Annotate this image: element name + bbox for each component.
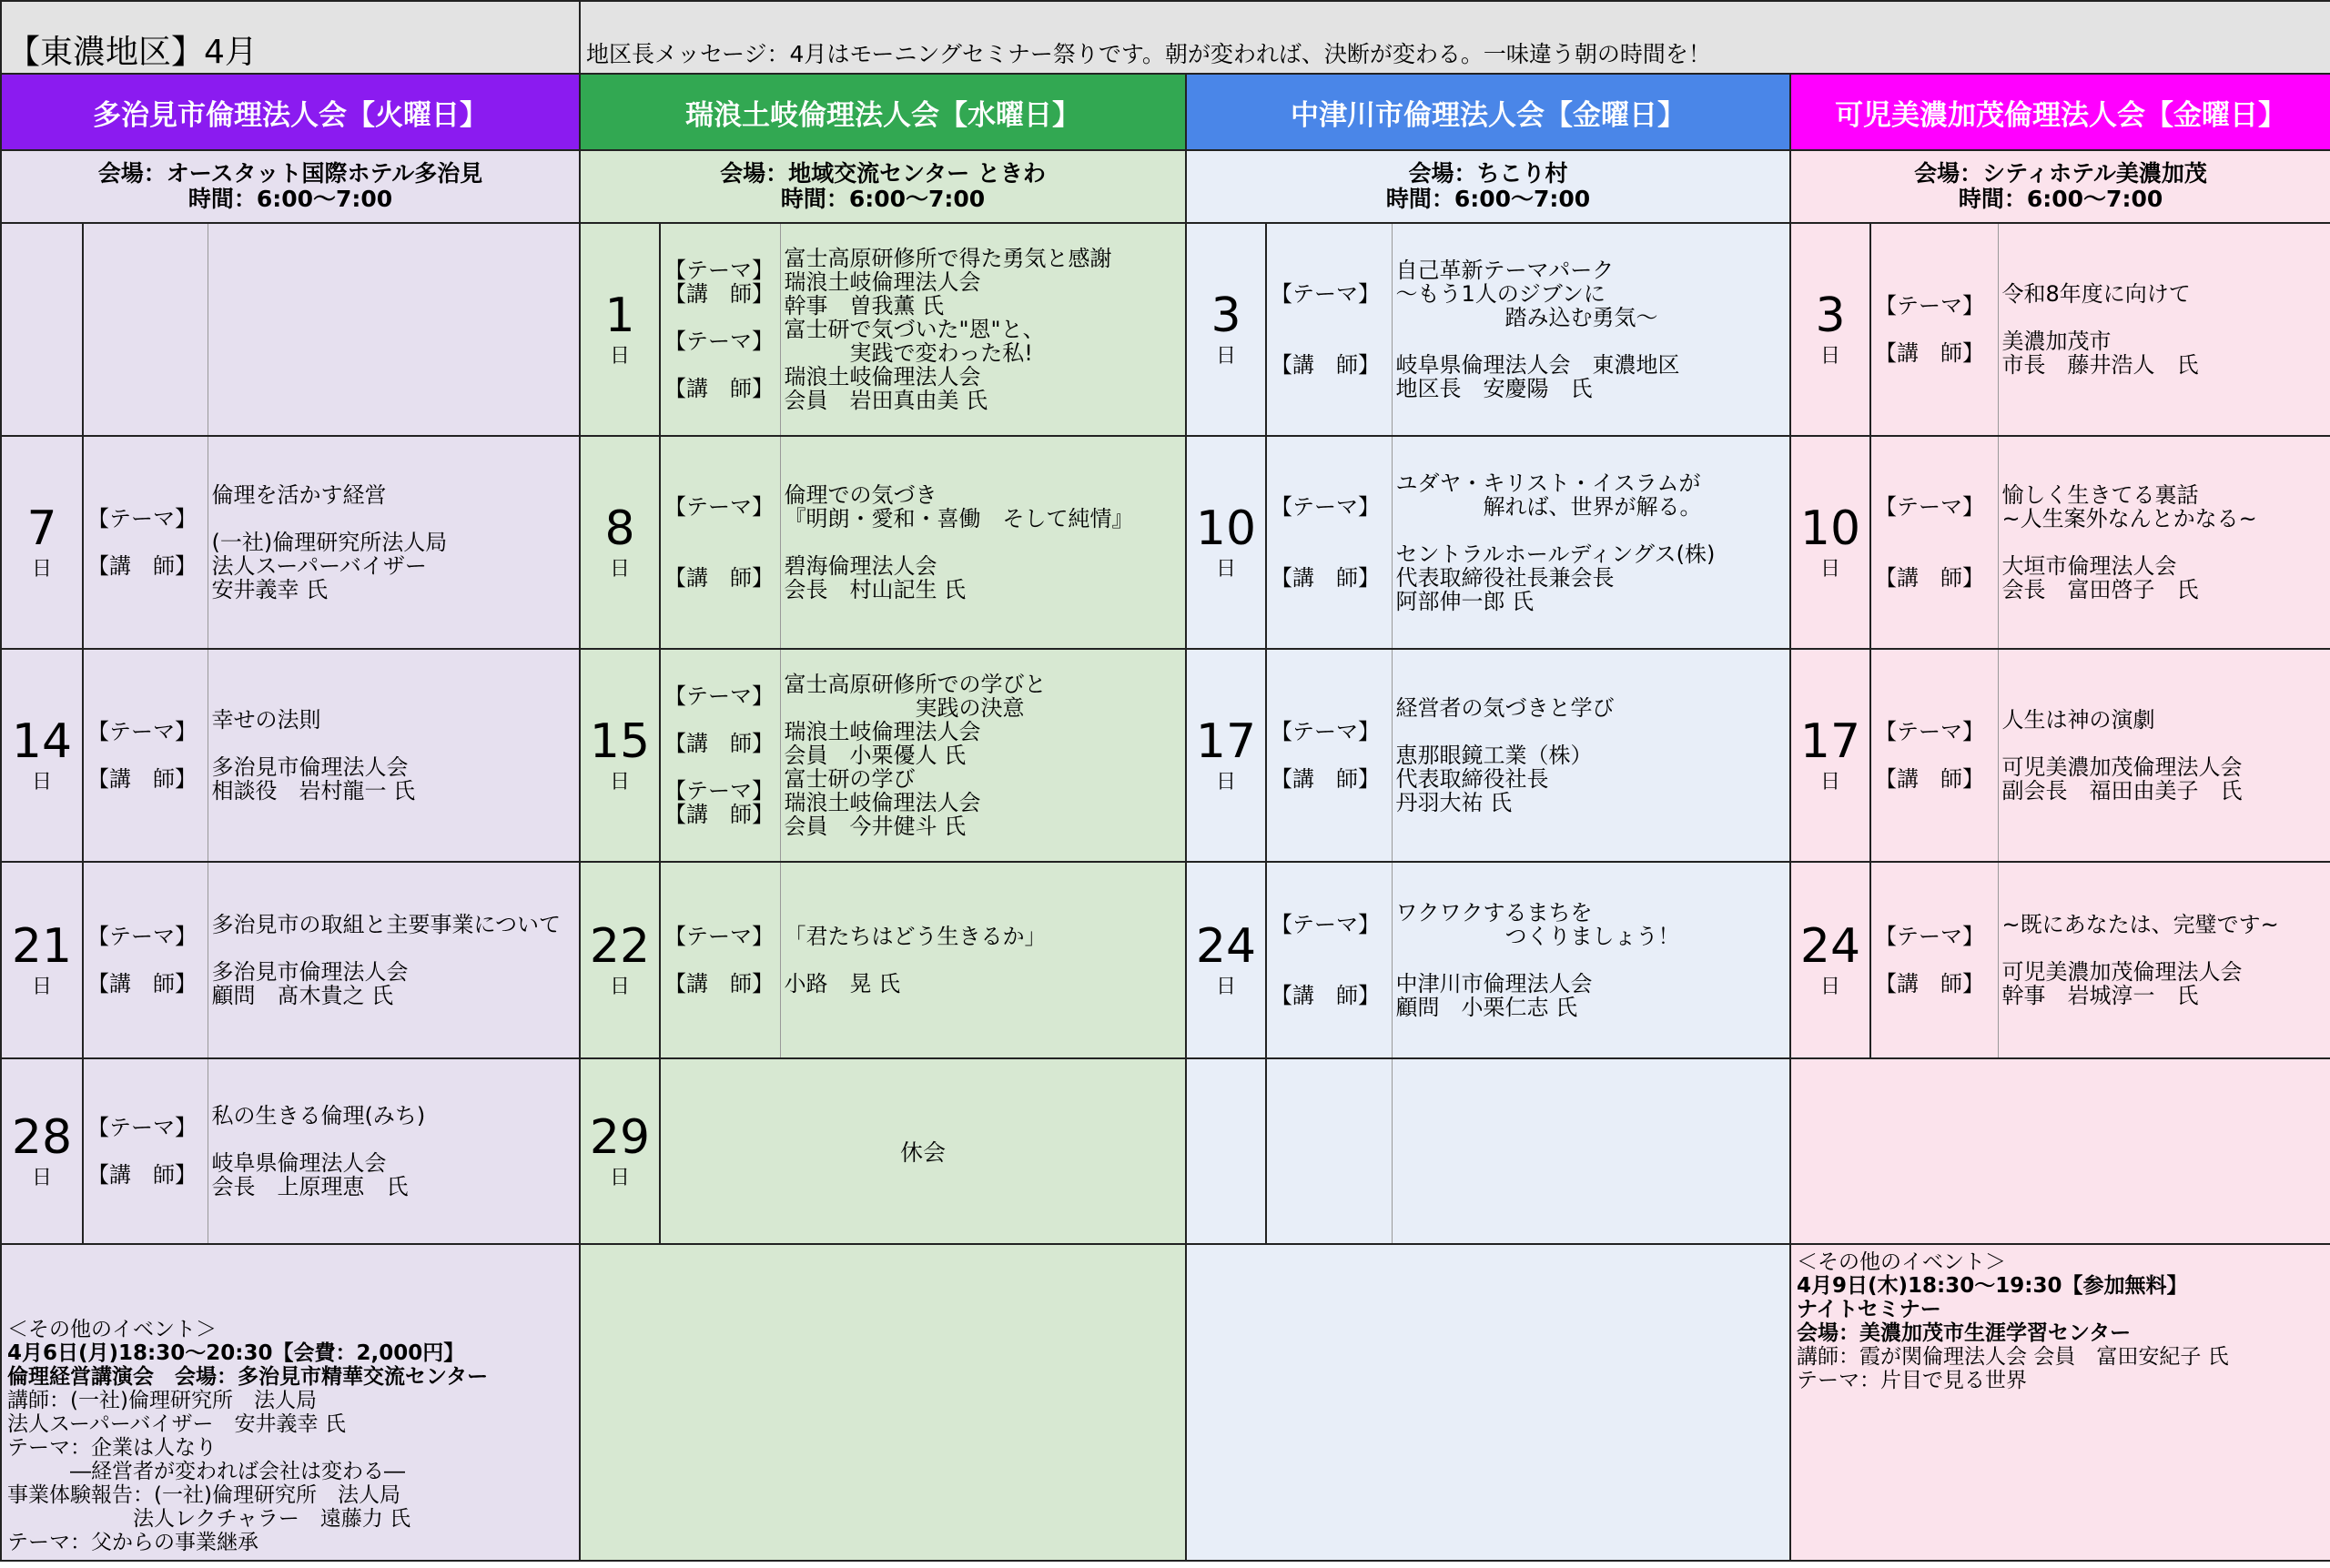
- content-line: 副会長 福田由美子 氏: [2001, 778, 2243, 804]
- field-label: 【テーマ】: [664, 924, 775, 949]
- content-line: 瑞浪土岐倫理法人会: [784, 364, 981, 389]
- content-line: 顧問 小栗仁志 氏: [1395, 995, 1578, 1020]
- label-column: [660, 649, 780, 862]
- venue-info: [1186, 150, 1790, 223]
- content-line: 人生は神の演劇: [2001, 707, 2155, 733]
- event-line: 講師：霞が関倫理法人会 会員 富田安紀子 氏: [1797, 1345, 2229, 1369]
- field-label: [1271, 306, 1388, 329]
- session-content: [208, 223, 580, 436]
- other-events: [1790, 1244, 2330, 1561]
- field-label: 【講 師】: [1875, 565, 1985, 591]
- field-label: 【講 師】: [664, 731, 775, 756]
- event-line: 4月9日(木)18:30〜19:30【参加無料】: [1797, 1274, 2188, 1298]
- day-cell: [1, 649, 83, 862]
- session-content: [780, 649, 1186, 862]
- content-line: [1396, 948, 1787, 972]
- other-events: [1, 1244, 580, 1561]
- session-content: [208, 436, 580, 649]
- venue-info: [1, 150, 580, 223]
- day-cell: [580, 223, 660, 436]
- district-message: 地区長メッセージ：4月はモーニングセミナー祭りです。朝が変われば、決断が変わる。一味違う朝の時間を！: [580, 1, 2330, 74]
- field-label: [1875, 318, 1994, 341]
- field-label: [1875, 542, 1994, 566]
- day-cell: [1186, 436, 1266, 649]
- event-line: 事業体験報告：(一社)倫理研究所 法人局: [7, 1483, 400, 1507]
- field-label: 【講 師】: [1271, 983, 1381, 1008]
- field-label: 【テーマ】: [1271, 719, 1381, 744]
- day-number: 3: [1815, 288, 1846, 343]
- event-line: 会場：美濃加茂市生涯学習センター: [1797, 1321, 2132, 1345]
- content-line: つくりましょう！: [1395, 924, 1680, 949]
- session-content: [780, 436, 1186, 649]
- event-line: 4月6日(月)18:30〜20:30【会費：2,000円】: [7, 1341, 465, 1365]
- content-line: [2002, 531, 2327, 554]
- label-column: [1266, 1058, 1392, 1244]
- field-label: 【テーマ】: [87, 719, 197, 744]
- meeting-time: 時間：6:00〜7:00: [1958, 186, 2163, 212]
- content-line: 小路 晃 氏: [784, 971, 901, 996]
- content-line: 踏み込む勇気〜: [1395, 305, 1658, 330]
- content-line: 幸せの法則: [211, 707, 321, 733]
- content-line: 可児美濃加茂倫理法人会: [2001, 754, 2243, 780]
- session-content: [1392, 649, 1790, 862]
- rest-label: 休会: [660, 1058, 1186, 1244]
- content-line: [212, 732, 576, 755]
- day-unit: 日: [1216, 770, 1237, 794]
- label-column: [1870, 862, 1998, 1058]
- field-label: 【テーマ】: [1875, 719, 1985, 744]
- day-unit: 日: [31, 557, 52, 581]
- field-label: 【テーマ】: [87, 1115, 197, 1140]
- field-label: 【テーマ】: [1875, 494, 1985, 520]
- content-line: 会員 岩田真由美 氏: [784, 388, 988, 413]
- label-column: [83, 649, 208, 862]
- content-line: 会長 富田啓子 氏: [2001, 577, 2199, 602]
- field-label: [664, 708, 776, 732]
- field-label: [1271, 329, 1388, 353]
- venue-info: [1790, 150, 2330, 223]
- field-label: [664, 542, 776, 566]
- day-number: 21: [11, 918, 73, 974]
- content-line: 幹事 岩城淳一 氏: [2001, 983, 2199, 1008]
- field-label: 【テーマ】: [1271, 281, 1381, 307]
- event-line: テーマ：片目で見る世界: [1797, 1369, 2028, 1392]
- content-line: 会員 小栗優人 氏: [784, 743, 967, 768]
- content-line: 中津川市倫理法人会: [1395, 971, 1593, 996]
- content-line: 会長 村山記生 氏: [784, 577, 967, 602]
- day-cell: [1, 862, 83, 1058]
- day-number: 8: [604, 501, 635, 556]
- content-line: [2002, 936, 2327, 960]
- content-line: 多治見市倫理法人会: [211, 959, 409, 985]
- session-content: [208, 862, 580, 1058]
- content-line: セントラルホールディングス(株): [1395, 541, 1716, 567]
- content-line: 瑞浪土岐倫理法人会: [784, 719, 981, 744]
- event-line: テーマ：企業は人なり: [7, 1436, 217, 1460]
- content-line: 経営者の気づきと学び: [1395, 695, 1615, 721]
- label-column: [1266, 862, 1392, 1058]
- day-number: 15: [589, 713, 651, 769]
- session-content: [208, 649, 580, 862]
- field-label: [1271, 936, 1388, 960]
- content-line: (一社)倫理研究所法人局: [211, 530, 448, 555]
- content-line: 多治見市倫理法人会: [211, 754, 409, 780]
- event-line: 講師：(一社)倫理研究所 法人局: [7, 1389, 317, 1412]
- day-unit: 日: [31, 770, 52, 794]
- day-unit: 日: [610, 557, 631, 581]
- day-cell: [1, 1058, 83, 1244]
- event-line: 法人レクチャラー 遠藤力 氏: [7, 1507, 411, 1531]
- day-cell: [1790, 436, 1870, 649]
- content-line: 安井義幸 氏: [211, 577, 329, 602]
- content-line: 相談役 岩村龍一 氏: [211, 778, 416, 804]
- field-label: 【テーマ】: [664, 329, 775, 354]
- content-line: 富士高原研修所での学びと: [784, 672, 1047, 697]
- content-line: 恵那眼鏡工業（株）: [1395, 743, 1593, 768]
- association-header: 多治見市倫理法人会【火曜日】: [1, 74, 580, 150]
- venue-info: [580, 150, 1186, 223]
- content-line: 瑞浪土岐倫理法人会: [784, 790, 981, 815]
- field-label: [1271, 542, 1388, 566]
- content-line: [2002, 306, 2327, 329]
- event-line: ＜その他のイベント＞: [7, 1318, 217, 1341]
- venue-name: 会場：シティホテル美濃加茂: [1914, 160, 2207, 187]
- field-label: [87, 531, 204, 554]
- label-column: [1266, 649, 1392, 862]
- event-line: 倫理経営講演会 会場：多治見市精華交流センター: [7, 1365, 489, 1389]
- day-unit: 日: [610, 1166, 631, 1189]
- association-header: 可児美濃加茂倫理法人会【金曜日】: [1790, 74, 2330, 150]
- day-unit: 日: [31, 975, 52, 998]
- field-label: 【講 師】: [664, 802, 775, 827]
- day-unit: 日: [1820, 975, 1841, 998]
- field-label: [1271, 960, 1388, 984]
- content-line: ~既にあなたは、完璧です~: [2001, 912, 2279, 937]
- day-cell: [1186, 862, 1266, 1058]
- content-line: [2002, 732, 2327, 755]
- session-content: [1392, 862, 1790, 1058]
- meeting-time: 時間：6:00〜7:00: [187, 186, 393, 212]
- content-line: 会長 上原理恵 氏: [211, 1174, 409, 1199]
- field-label: [87, 948, 204, 972]
- field-label: [664, 948, 776, 972]
- day-cell: [580, 436, 660, 649]
- content-line: 碧海倫理法人会: [784, 553, 937, 579]
- field-label: 【テーマ】: [1875, 293, 1985, 319]
- label-column: [1266, 223, 1392, 436]
- other-events: [580, 1244, 1186, 1561]
- field-label: 【テーマ】: [664, 258, 775, 283]
- day-cell: [1, 436, 83, 649]
- content-line: 愉しく生きてる裏話: [2001, 482, 2199, 508]
- field-label: 【テーマ】: [1271, 912, 1381, 937]
- label-column: [83, 1058, 208, 1244]
- content-line: 阿部伸一郎 氏: [1395, 589, 1535, 614]
- content-line: 顧問 髙木貴之 氏: [211, 983, 394, 1008]
- field-label: 【講 師】: [664, 565, 775, 591]
- label-column: [1266, 436, 1392, 649]
- day-unit: 日: [610, 975, 631, 998]
- field-label: [664, 353, 776, 377]
- field-label: 【講 師】: [1271, 565, 1381, 591]
- event-line: 法人スーパーバイザー 安井義幸 氏: [7, 1412, 346, 1436]
- field-label: 【講 師】: [87, 766, 197, 792]
- label-column: [1870, 436, 1998, 649]
- association-header: 瑞浪土岐倫理法人会【水曜日】: [580, 74, 1186, 150]
- day-unit: 日: [610, 770, 631, 794]
- content-line: [785, 531, 1182, 554]
- venue-name: 会場：オースタット国際ホテル多治見: [97, 160, 483, 187]
- venue-name: 会場：地域交流センター ときわ: [720, 160, 1046, 187]
- label-column: [83, 436, 208, 649]
- content-line: [212, 936, 576, 960]
- day-cell: [1186, 649, 1266, 862]
- field-label: 【講 師】: [664, 281, 775, 307]
- session-content: [780, 862, 1186, 1058]
- content-line: 代表取締役社長兼会長: [1395, 565, 1615, 591]
- day-number: 28: [11, 1109, 73, 1165]
- event-line: テーマ：父からの事業継承: [7, 1531, 258, 1554]
- day-number: 24: [1799, 918, 1861, 974]
- field-label: 【テーマ】: [664, 778, 775, 804]
- content-line: ユダヤ・キリスト・イスラムが: [1395, 470, 1701, 496]
- field-label: [664, 519, 776, 542]
- field-label: 【テーマ】: [1271, 494, 1381, 520]
- content-line: [1396, 519, 1787, 542]
- content-line: 富士研の学び: [784, 766, 916, 792]
- event-line: ナイトセミナー: [1797, 1298, 1941, 1321]
- day-number: 10: [1195, 501, 1257, 556]
- field-label: 【講 師】: [1271, 766, 1381, 792]
- field-label: 【講 師】: [1271, 352, 1381, 378]
- day-number: 17: [1195, 713, 1257, 769]
- content-line: 美濃加茂市: [2001, 329, 2112, 354]
- content-line: 私の生きる倫理(みち): [211, 1103, 426, 1128]
- field-label: [1271, 519, 1388, 542]
- field-label: [1875, 744, 1994, 767]
- content-line: [212, 507, 576, 531]
- label-column: [83, 862, 208, 1058]
- content-line: 「君たちはどう生きるか」: [784, 924, 1047, 949]
- day-unit: 日: [1216, 344, 1237, 368]
- meeting-time: 時間：6:00〜7:00: [1385, 186, 1591, 212]
- content-line: 多治見市の取組と主要事業について: [211, 912, 562, 937]
- session-content: [1998, 436, 2330, 649]
- day-unit: 日: [610, 344, 631, 368]
- field-label: 【講 師】: [87, 553, 197, 579]
- field-label: [1875, 519, 1994, 542]
- content-line: 岐阜県倫理法人会: [211, 1150, 387, 1176]
- content-line: ワクワクするまちを: [1395, 900, 1593, 926]
- content-line: 解れば、世界が解る。: [1395, 494, 1702, 520]
- day-number: 24: [1195, 918, 1257, 974]
- content-line: 令和8年度に向けて: [2001, 281, 2191, 307]
- field-label: 【テーマ】: [664, 494, 775, 520]
- label-column: [83, 223, 208, 436]
- content-line: [1396, 720, 1787, 744]
- day-number: 17: [1799, 713, 1861, 769]
- session-content: [1392, 436, 1790, 649]
- content-line: 可児美濃加茂倫理法人会: [2001, 959, 2243, 985]
- field-label: 【テーマ】: [664, 683, 775, 709]
- day-unit: 日: [31, 1166, 52, 1189]
- day-cell: [580, 862, 660, 1058]
- field-label: 【テーマ】: [87, 924, 197, 949]
- content-line: 地区長 安慶陽 氏: [1395, 376, 1593, 401]
- event-line: ＜その他のイベント＞: [1797, 1250, 2007, 1274]
- event-line: ―経営者が変われば会社は変わる―: [7, 1460, 405, 1483]
- field-label: 【講 師】: [87, 971, 197, 996]
- session-content: [1998, 862, 2330, 1058]
- day-number: 7: [26, 501, 57, 556]
- label-column: [660, 436, 780, 649]
- day-unit: 日: [1216, 975, 1237, 998]
- content-line: 会員 今井健斗 氏: [784, 814, 967, 839]
- field-label: 【テーマ】: [1875, 924, 1985, 949]
- field-label: [1875, 948, 1994, 972]
- content-line: 実践で変わった私!: [784, 340, 1033, 366]
- day-number: 22: [589, 918, 651, 974]
- day-cell: [1790, 223, 1870, 436]
- content-line: 実践の決意: [784, 695, 1025, 721]
- field-label: 【講 師】: [87, 1162, 197, 1188]
- session-content: [1998, 223, 2330, 436]
- field-label: 【講 師】: [1875, 766, 1985, 792]
- day-number: 29: [589, 1109, 651, 1165]
- day-number: 3: [1211, 288, 1241, 343]
- content-line: 幹事 曽我薫 氏: [784, 293, 945, 319]
- other-events: [1186, 1244, 1790, 1561]
- session-content: [1392, 223, 1790, 436]
- label-column: [660, 223, 780, 436]
- day-number: 14: [11, 713, 73, 769]
- day-unit: 日: [1820, 344, 1841, 368]
- field-label: 【講 師】: [1875, 340, 1985, 366]
- day-number: 10: [1799, 501, 1861, 556]
- content-line: 法人スーパーバイザー: [211, 553, 427, 579]
- day-cell: [1790, 862, 1870, 1058]
- day-cell: [1186, 223, 1266, 436]
- field-label: 【テーマ】: [87, 506, 197, 531]
- content-line: 倫理での気づき: [784, 482, 937, 508]
- session-content: [1998, 649, 2330, 862]
- content-line: 瑞浪土岐倫理法人会: [784, 269, 981, 295]
- label-column: [1870, 649, 1998, 862]
- field-label: [87, 744, 204, 767]
- field-label: 【講 師】: [664, 376, 775, 401]
- day-cell: [580, 1058, 660, 1244]
- field-label: 【講 師】: [1875, 971, 1985, 996]
- day-cell: [1, 223, 83, 436]
- content-line: 代表取締役社長: [1395, 766, 1549, 792]
- venue-name: 会場：ちこり村: [1408, 160, 1568, 187]
- label-column: [1870, 223, 1998, 436]
- session-content: [208, 1058, 580, 1244]
- content-line: [1396, 329, 1787, 353]
- session-content: [1392, 1058, 1790, 1244]
- content-line: 『明朗・愛和・喜働 そして純情』: [784, 506, 1134, 531]
- content-line: ~人生案外なんとかなる~: [2001, 506, 2257, 531]
- association-header: 中津川市倫理法人会【金曜日】: [1186, 74, 1790, 150]
- field-label: [664, 306, 776, 329]
- field-label: 【講 師】: [664, 971, 775, 996]
- content-line: 富士研で気づいた"恩"と、: [784, 317, 1045, 342]
- content-line: [212, 1128, 576, 1151]
- content-line: 市長 藤井浩人 氏: [2001, 352, 2199, 378]
- content-line: 大垣市倫理法人会: [2001, 553, 2177, 579]
- content-line: 岐阜県倫理法人会 東濃地区: [1395, 352, 1680, 378]
- day-unit: 日: [1820, 770, 1841, 794]
- content-line: 倫理を活かす経営: [211, 482, 387, 508]
- page-title: 【東濃地区】4月: [1, 1, 580, 74]
- field-label: [664, 755, 776, 779]
- label-column: [660, 862, 780, 1058]
- field-label: [1271, 744, 1388, 767]
- session-content: [780, 223, 1186, 436]
- day-unit: 日: [1820, 557, 1841, 581]
- meeting-time: 時間：6:00〜7:00: [780, 186, 986, 212]
- day-cell: [580, 649, 660, 862]
- empty-cell: [1790, 1058, 2330, 1244]
- day-cell: [1186, 1058, 1266, 1244]
- content-line: 丹羽大祐 氏: [1395, 790, 1513, 815]
- day-unit: 日: [1216, 557, 1237, 581]
- content-line: 〜もう1人のジブンに: [1395, 281, 1606, 307]
- content-line: 自己革新テーマパーク: [1395, 258, 1615, 283]
- field-label: [87, 1139, 204, 1163]
- content-line: 富士高原研修所で得た勇気と感謝: [784, 246, 1112, 271]
- content-line: [785, 948, 1182, 972]
- day-number: 1: [604, 288, 635, 343]
- day-cell: [1790, 649, 1870, 862]
